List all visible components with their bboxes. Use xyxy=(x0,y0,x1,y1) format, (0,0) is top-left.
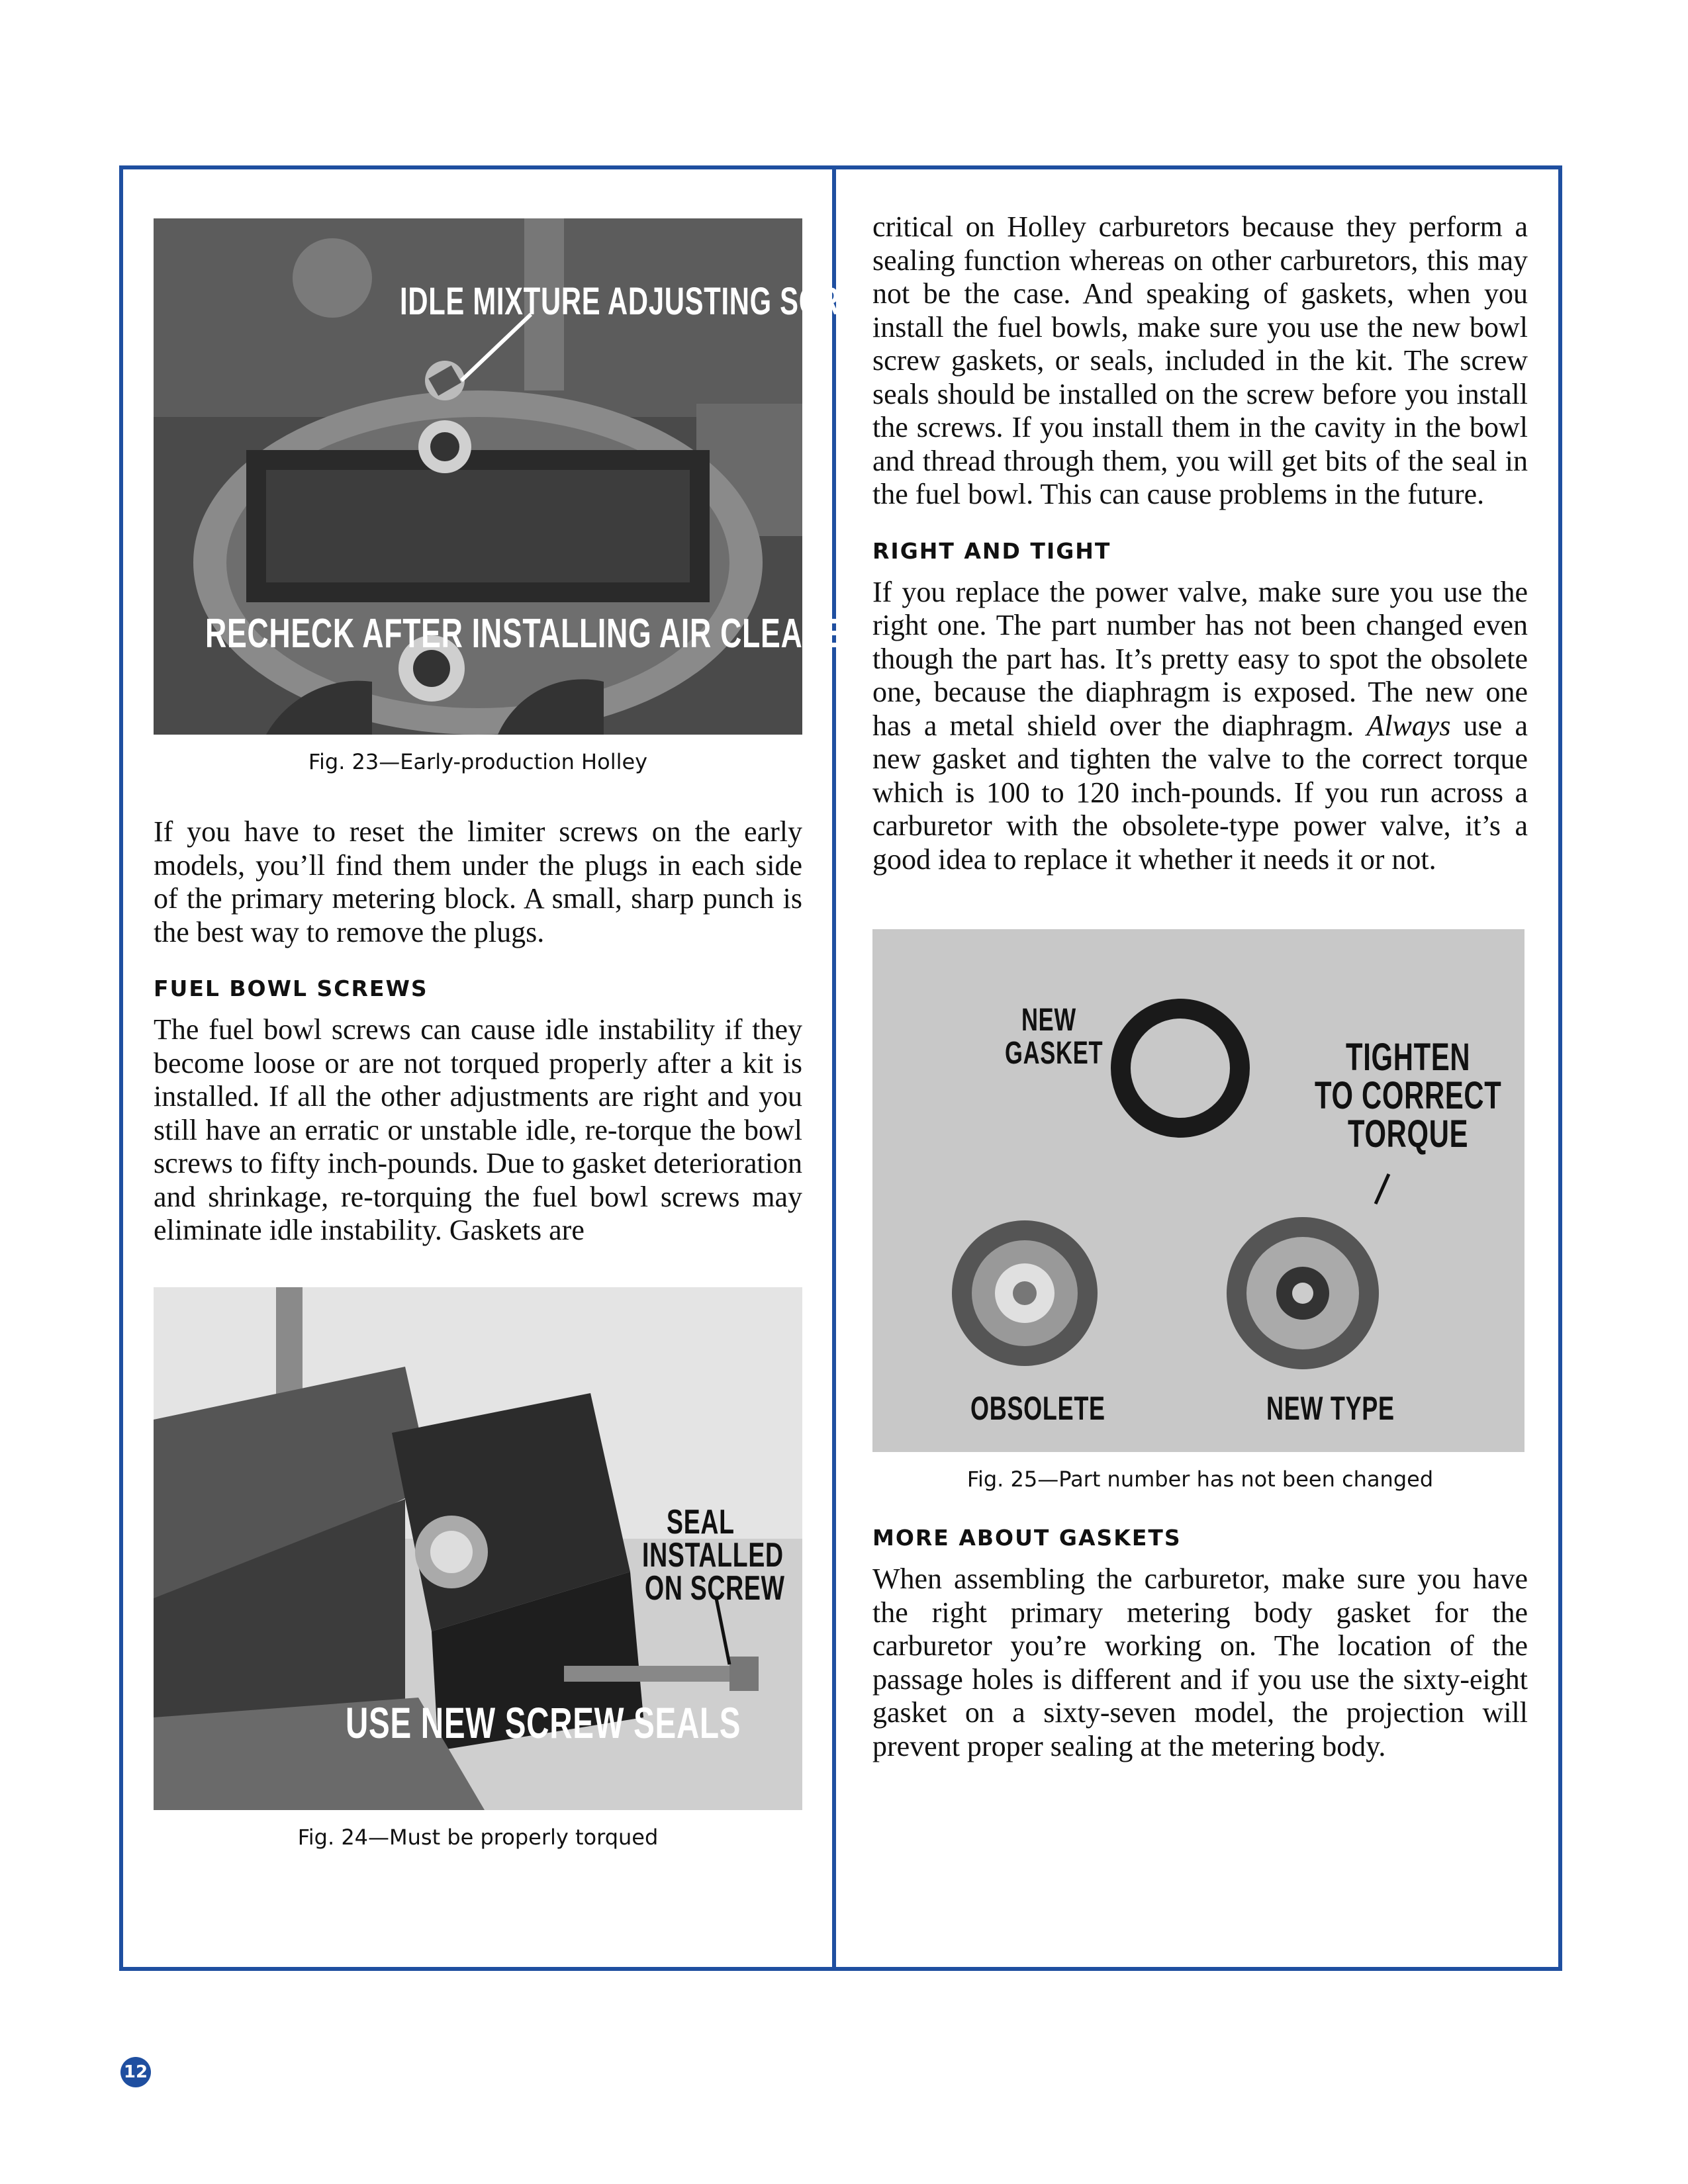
power-valve-text-b: use a new gasket and tighten the valve to the correct torque which is 100 to 120 inch-pounds. If you run across a carburetor with the obsolete-type power valve, it’s a good idea to replace it whether it needs it or not. xyxy=(872,709,1528,876)
heading-more-about-gaskets: MORE ABOUT GASKETS xyxy=(872,1525,1182,1551)
fig24-label-seal-2: INSTALLED xyxy=(642,1535,784,1574)
left-column xyxy=(154,218,886,1850)
power-valve-illustration xyxy=(872,929,1524,1452)
column-divider xyxy=(832,165,836,1971)
fig25-label-tighten-3: TORQUE xyxy=(1348,1113,1469,1156)
right-column xyxy=(872,210,1528,1763)
fig25-caption: Fig. 25—Part number has not been changed xyxy=(966,1467,1434,1492)
fig23-label-bottom: RECHECK AFTER INSTALLING AIR CLEANER xyxy=(205,611,867,657)
fig25-label-tighten-2: TO CORRECT xyxy=(1315,1074,1502,1117)
heading-right-and-tight: RIGHT AND TIGHT xyxy=(872,537,1111,564)
fig23-photo xyxy=(154,218,886,735)
fig25-label-tighten-1: TIGHTEN xyxy=(1346,1036,1471,1079)
fig24-caption: Fig. 24—Must be properly torqued xyxy=(297,1824,659,1850)
fig25-label-new-type: NEW TYPE xyxy=(1266,1390,1395,1427)
paragraph-limiter-screws: If you have to reset the limiter screws on the early models, you’ll find them under the plugs in each side of the primary metering block. A small, sharp punch is the best way to remove the plugs. xyxy=(154,815,802,948)
power-valve-text-a: If you replace the power valve, make sure you use the right one. The part number has not been changed even though the part has. It’s pretty easy to spot the obsolete one, because the diaphragm is exposed. The new one has a metal shield over the diaphragm. xyxy=(872,575,1528,742)
fig24-label-seal-1: SEAL xyxy=(667,1502,735,1541)
fig25-label-new-gasket-1: NEW xyxy=(1021,1003,1076,1038)
fig24-label-bottom: USE NEW SCREW SEALS xyxy=(346,1698,741,1747)
paragraph-power-valve xyxy=(872,576,1528,877)
paragraph-fuel-bowl-screws: The fuel bowl screws can cause idle instability if they become loose or are not torqued properly after a kit is installed. If all the other adjustments are right and you still have an erratic or unstable idle, re-torque the bowl screws to fifty inch-pounds. Due to gasket deterioration and shrinkage, re-torquing the fuel bowl screws may eliminate idle instability. Gaskets are xyxy=(154,1013,802,1246)
power-valve-emphasis: Always xyxy=(1366,709,1451,742)
fig25-label-new-gasket-2: GASKET xyxy=(1005,1036,1103,1071)
fig23-label-top: IDLE MIXTURE ADJUSTING SCREW xyxy=(400,280,886,323)
paragraph-gaskets-critical: critical on Holley carburetors because they perform a sealing function whereas on other carburetors, this may not be the case. And speaking of gaskets, when you install the fuel bowls, make sure you use the new bowl screw gaskets, or seals, included in the kit. The screw seals should be installed on the screw before you install the screws. If you install them in the cavity in the bowl and thread through them, you will get bits of the seal in the fuel bowl. This can cause problems in the future. xyxy=(872,210,1528,510)
fig23-caption: Fig. 23—Early-production Holley xyxy=(308,749,648,774)
paragraph-metering-gasket: When assembling the carburetor, make sure you have the right primary metering body gasket for the carburetor you’re working on. The location of the passage holes is different and if you use the sixty-eight gasket on a sixty-seven model, the projection will prevent proper sealing at the metering body. xyxy=(872,1563,1528,1762)
fig25-label-obsolete: OBSOLETE xyxy=(970,1390,1105,1427)
page-number-badge: 12 xyxy=(120,2057,151,2087)
fig24-photo xyxy=(154,1287,802,1810)
heading-fuel-bowl-screws: FUEL BOWL SCREWS xyxy=(154,976,428,1001)
fig25-photo xyxy=(872,929,1524,1452)
fig24-label-seal-3: ON SCREW xyxy=(645,1569,785,1608)
